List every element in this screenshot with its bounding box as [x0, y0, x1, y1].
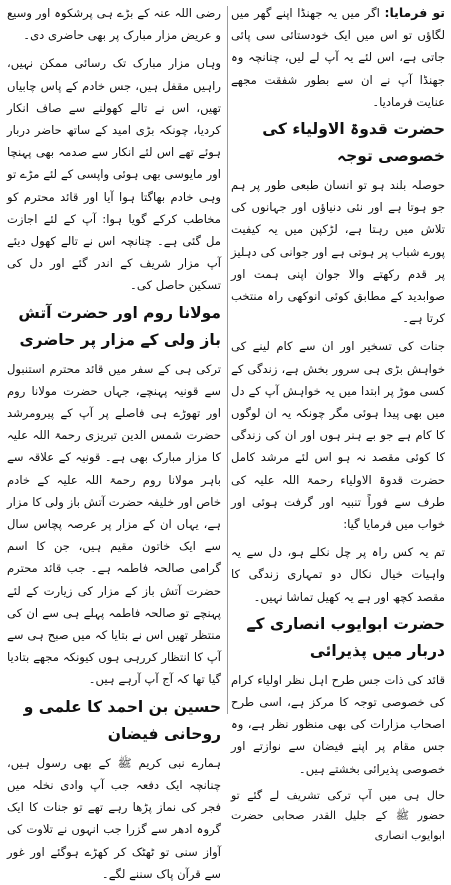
intro-paragraph: [231, 2, 445, 113]
heading-special-attention: حضرت قدوۃ الاولیاء کی خصوصی توجہ: [262, 120, 445, 166]
heading-husain-ahmad: حسین بن احمد کا علمی و روحانی فیضان: [23, 697, 221, 743]
paragraph: جنات کی تسخیر اور ان سے کام لینے کی خواہش بڑی ہی سرور بخش ہے، زندگی کے کسی موڑ پر ابتدا میں یہ خواہش آپ کے دل میں بھی پیدا ہوئی مگر چونکہ یہ ان لوگوں کا کام ہے جو بے ہنر ہوں اور ان کی زندگی کا کوئی مقصد نہ ہو اس لئے مرشد کامل حضرت قدوۃ الاولیاء رحمۃ اللہ علیہ کی طرف سے فوراً تنبیہ اور گرفت ہوئی اور خواب میں فرمایا گیا:: [231, 339, 445, 532]
paragraph-continued: حال ہی میں آپ ترکی تشریف لے گئے تو حضور ﷺ کے جلیل القدر صحابی حضرت ابوایوب انصاری: [231, 788, 445, 842]
right-column: [231, 2, 446, 842]
paragraph: وہاں مزار مبارک تک رسائی ممکن نہیں، راہیں مقفل ہیں، جس خادم کے پاس چابیاں تھیں، اس نے تالے کھولنے سے صاف انکار کردیا، چونکہ بڑی امید کے ساتھ حاضر دربار ہوئے تھے اس لئے انکار سے صدمہ بھی پہنچا اور مایوسی بھی ہوئی واپسی کے لئے مڑے تو وہی خادم بھاگتا ہوا آیا اور قائد محترم کو مخاطب کرکے گویا ہوا: آپ کے لئے اجازت مل گئی ہے۔ چنانچہ اس نے تالے کھول دیئے آپ مزار شریف کے اندر گئے اور دل کی تسکین حاصل کی۔: [7, 56, 221, 293]
heading-rumi-shrine: مولانا روم اور حضرت آتش باز ولی کے مزار پر حاضری: [18, 303, 221, 349]
heading-abu-ayyub: حضرت ابوایوب انصاری کے دربار میں پذیرائی: [246, 614, 445, 660]
left-column: [7, 2, 221, 881]
dream-quote: تم یہ کس راہ پر چل نکلے ہو، دل سے یہ واہیات خیال نکال دو تمہاری زندگی کا مقصد کچھ اور ہے یہ کھیل تماشا نہیں۔: [231, 545, 445, 604]
column-divider: [227, 6, 228, 714]
paragraph: ترکی ہی کے سفر میں قائد محترم استنبول سے قونیہ پہنچے، جہاں حضرت مولانا روم اور تھوڑے ہی فاصلے پر آپ کے پیرومرشد حضرت شمس الدین تبریزی رحمۃ اللہ علیہ کا مزار مبارک بھی ہے۔ قونیہ کے علاقہ سے باہر مولانا روم رحمۃ اللہ علیہ کے خادم خاص اور خلیفہ حضرت آتش باز ولی کا مزار ہے، یہاں ان کے مزار پر عرصہ پچاس سال سے ایک خاتون مقیم ہیں، جن کا اسم گرامی صالحہ فاطمہ ہے۔ جب قائد محترم حضرت آتش باز کے مزار کی زیارت کے لئے پہنچے تو صالحہ فاطمہ پہلے ہی سے ان کی منتظر تھیں اس نے بتایا کہ میں صبح ہی سے آپ کا انتظار کررہی ہوں کیونکہ مجھے بتادیا گیا تھا کہ آج آپ آرہے ہیں۔: [7, 361, 221, 687]
paragraph: رضی اللہ عنہ کے بڑے ہی پرشکوہ اور وسیع و عریض مزار مبارک پر بھی حاضری دی۔: [7, 6, 221, 43]
intro-lead: تو فرمایا:: [384, 5, 446, 20]
paragraph: ہمارے نبی کریم ﷺ کے بھی رسول ہیں، چنانچہ ایک دفعہ جب آپ وادی نخلہ میں فجر کی نماز پڑھا رہے تھے تو جنات کا ایک گروہ ادھر سے گزرا جب انہوں نے تلاوت کی آواز سنی تو ٹھٹک کر کھڑے ہوگئے اور غور سے قرآن پاک سننے لگے۔: [7, 755, 221, 881]
paragraph: حوصلہ بلند ہو تو انسان طبعی طور پر ہم جو ہوتا ہے اور نئی دنیاؤں اور جہانوں کی تلاش میں رہتا ہے، لڑکپن میں یہ کیفیت پورے شباب پر ہوتی ہے اور جوانی کی دہلیز پر قدم رکھتے والا جوان اپنی ہمت اور صوابدید کے مطابق کوئی انوکھی راہ منتخب کرتا ہے۔: [231, 178, 445, 326]
paragraph: قائد کی ذات جس طرح اہل نظر اولیاء کرام کی خصوصی توجہ کا مرکز ہے، اسی طرح اصحاب مزارات کی بھی منظور نظر ہے، وہ جس مقام پر اپنے فیضان سے نوازتے اور خصوصی پذیرائی بخشتے ہیں۔: [231, 672, 445, 776]
intro-text: اگر میں یہ جھنڈا اپنے گھر میں لگاؤں تو اس میں ایک خودستائی سی پائی جاتی ہے، اس لئے یہ آپ لے لیں، چنانچہ وہ جھنڈا آپ نے ان سے بطور شفقت مجھے عنایت فرمادیا۔: [231, 6, 445, 109]
